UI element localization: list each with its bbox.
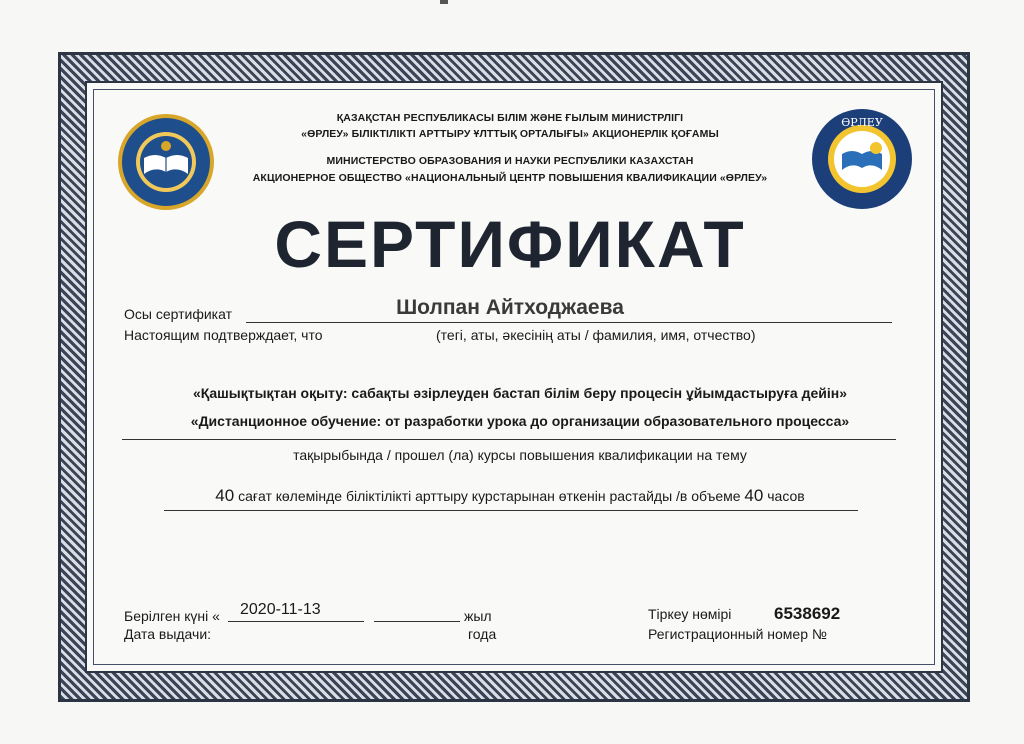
header-line-ru-2: АКЦИОНЕРНОЕ ОБЩЕСТВО «НАЦИОНАЛЬНЫЙ ЦЕНТР ПОВЫШЕНИЯ КВАЛИФИКАЦИИ «ӨРЛЕУ»	[252, 172, 768, 184]
issue-date-label-kz: Берілген күні «	[124, 608, 220, 624]
registration-number: 6538692	[774, 604, 841, 623]
hours-line	[164, 510, 858, 511]
course-title-ru: «Дистанционное обучение: от разработки урока до организации образовательного процесса»	[190, 413, 850, 429]
issue-year-line	[374, 621, 460, 622]
registration-label-kz: Тіркеу нөмірі	[648, 606, 732, 622]
header-line-ru-1: МИНИСТЕРСТВО ОБРАЗОВАНИЯ И НАУКИ РЕСПУБЛИКИ КАЗАХСТАН	[326, 155, 694, 167]
orleu-logo	[806, 106, 918, 212]
hours-value-ru: 40	[744, 486, 764, 505]
header-line-kz-1: ҚАЗАҚСТАН РЕСПУБЛИКАСЫ БІЛІМ ЖӘНЕ ҒЫЛЫМ МИНИСТРЛІГІ	[336, 112, 684, 124]
issue-year-ru: года	[468, 626, 497, 642]
course-caption: тақырыбында / прошел (ла) курсы повышения квалификации на тему	[293, 447, 747, 463]
ministry-emblem-logo	[110, 112, 222, 212]
hours-text-ru: часов	[767, 488, 805, 504]
issue-date-label-ru: Дата выдачи:	[124, 626, 212, 642]
recipient-name-line	[246, 322, 892, 323]
registration-label-ru: Регистрационный номер №	[648, 626, 827, 642]
recipient-hint: (тегі, аты, әкесінің аты / фамилия, имя, отчество)	[436, 327, 756, 343]
orleu-logo-text: ӨРЛЕУ	[841, 116, 883, 129]
hours-statement	[160, 486, 860, 506]
recipient-label-kz: Осы сертификат	[124, 306, 233, 322]
recipient-name: Шолпан Айтходжаева	[396, 296, 624, 319]
recipient-label-ru: Настоящим подтверждает, что	[124, 327, 323, 343]
certificate-title: СЕРТИФИКАТ	[274, 207, 746, 281]
issue-date-value: 2020-11-13	[240, 601, 321, 618]
issue-year-kz: жыл	[464, 608, 492, 624]
hours-value-kz: 40	[215, 486, 235, 505]
issue-date-line	[228, 621, 364, 622]
hours-text-kz: сағат көлемінде біліктілікті арттыру курстарынан өткенін растайды /в объеме	[238, 488, 741, 504]
header-line-kz-2: «ӨРЛЕУ» БІЛІКТІЛІКТІ АРТТЫРУ ҰЛТТЫҚ ОРТАЛЫҒЫ» АКЦИОНЕРЛІК ҚОҒАМЫ	[301, 128, 719, 140]
course-title-kz: «Қашықтықтан оқыту: сабақты әзірлеуден бастап білім беру процесін ұйымдастыруға дейін»	[192, 385, 847, 401]
course-line	[122, 439, 896, 440]
